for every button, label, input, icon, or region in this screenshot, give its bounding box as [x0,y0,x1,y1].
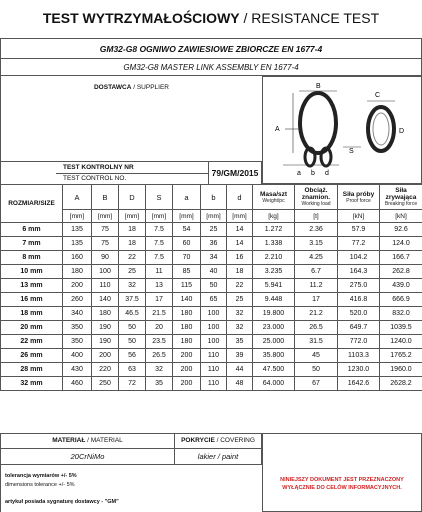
title-rest: / RESISTANCE TEST [239,10,380,26]
value-cell: 180 [173,307,201,321]
value-cell: 75 [92,237,119,251]
unit-cell: [kN] [338,210,380,223]
value-cell: 22 [227,279,253,293]
value-cell: 39 [227,349,253,363]
value-cell: 35 [227,335,253,349]
covering-box [175,433,262,465]
value-cell: 18 [119,237,146,251]
value-cell: 90 [92,251,119,265]
proof-header: Siła próby Proof force [338,185,380,210]
value-cell: 65 [201,293,227,307]
value-cell: 160 [63,251,92,265]
table-header-row [1,185,422,210]
value-cell: 350 [63,321,92,335]
value-cell: 34 [201,251,227,265]
dim-header-b: b [201,185,227,210]
dim-header-D: D [119,185,146,210]
value-cell: 40 [201,265,227,279]
table-body [1,223,422,391]
label-A: A [275,126,280,133]
side-view-link [368,107,394,151]
size-header: ROZMIAR/SIZE [1,185,63,223]
value-cell: 63 [119,363,146,377]
table-row [1,223,422,237]
master-link-diagram [263,77,421,183]
value-cell: 35.800 [253,349,295,363]
dim-header-S: S [146,185,173,210]
value-cell: 115 [173,279,201,293]
value-cell: 2.210 [253,251,295,265]
value-cell: 32 [227,307,253,321]
value-cell: 21.2 [295,307,338,321]
table-row [1,363,422,377]
value-cell: 25 [119,265,146,279]
size-cell: 8 mm [1,251,63,265]
value-cell: 32 [146,363,173,377]
tolerance-en: dimensions tolerance +/- 5% [5,482,75,488]
value-cell: 140 [173,293,201,307]
side-view-inner [373,113,389,145]
value-cell: 832.0 [380,307,422,321]
test-control-label-en: TEST CONTROL NO. [63,175,127,182]
value-cell: 350 [63,335,92,349]
dim-header-A: A [63,185,92,210]
value-cell: 140 [92,293,119,307]
value-cell: 2628.2 [380,377,422,391]
resistance-table [0,184,422,391]
table-row [1,321,422,335]
supplier-box [0,76,262,162]
value-cell: 110 [201,349,227,363]
material-box [0,433,175,465]
value-cell: 54 [173,223,201,237]
value-cell: 110 [92,279,119,293]
value-cell: 1765.2 [380,349,422,363]
value-cell: 25 [227,293,253,307]
unit-cell: [mm] [63,210,92,223]
value-cell: 45 [295,349,338,363]
value-cell: 180 [63,265,92,279]
unit-cell: [mm] [173,210,201,223]
value-cell: 1240.0 [380,335,422,349]
label-a: a [297,170,301,177]
value-cell: 22 [119,251,146,265]
value-cell: 430 [63,363,92,377]
value-cell: 200 [173,363,201,377]
warning-text [263,476,421,492]
value-cell: 75 [92,223,119,237]
value-cell: 60 [173,237,201,251]
product-header-pl: GM32-G8 OGNIWO ZAWIESIOWE ZBIORCZE EN 1677-4 [0,38,422,58]
value-cell: 36 [201,237,227,251]
covering-value: lakier / paint [197,452,239,461]
unit-cell: [mm] [92,210,119,223]
label-C: C [375,92,381,99]
size-cell: 22 mm [1,335,63,349]
marking-note: artykuł posiada sygnaturę dostawcy - "GM" [5,499,119,505]
unit-cell: [kN] [380,210,422,223]
value-cell: 50 [119,321,146,335]
value-cell: 340 [63,307,92,321]
value-cell: 26.5 [295,321,338,335]
supplier-label-pl: DOSTAWCA [93,84,132,91]
size-cell: 28 mm [1,363,63,377]
value-cell: 164.3 [338,265,380,279]
value-cell: 400 [63,349,92,363]
value-cell: 32 [119,279,146,293]
value-cell: 7.5 [146,237,173,251]
title-bold: TEST WYTRZYMAŁOŚCIOWY [42,10,240,26]
unit-cell: [kg] [253,210,295,223]
value-cell: 772.0 [338,335,380,349]
master-link-drawing [262,76,422,184]
value-cell: 135 [63,237,92,251]
value-cell: 220 [92,363,119,377]
value-cell: 70 [173,251,201,265]
value-cell: 7.5 [146,223,173,237]
value-cell: 110 [201,363,227,377]
value-cell: 72 [119,377,146,391]
value-cell: 275.0 [338,279,380,293]
notes-box [0,465,262,512]
unit-cell: [mm] [201,210,227,223]
supplier-label [1,84,262,91]
value-cell: 1230.0 [338,363,380,377]
tolerance-pl: tolerancja wymiarów +/- 5% [5,473,77,479]
size-cell: 16 mm [1,293,63,307]
value-cell: 16 [227,251,253,265]
value-cell: 50 [119,335,146,349]
value-cell: 46.5 [119,307,146,321]
table-row [1,307,422,321]
table-row [1,349,422,363]
material-label: MATERIAŁ / MATERIAL [52,437,123,444]
value-cell: 11.2 [295,279,338,293]
unit-cell: [mm] [146,210,173,223]
size-cell: 6 mm [1,223,63,237]
value-cell: 200 [173,349,201,363]
value-cell: 4.25 [295,251,338,265]
value-cell: 21.5 [146,307,173,321]
value-cell: 77.2 [338,237,380,251]
value-cell: 262.8 [380,265,422,279]
value-cell: 200 [173,377,201,391]
page-title [0,10,422,26]
table-row [1,335,422,349]
value-cell: 57.9 [338,223,380,237]
value-cell: 18 [119,223,146,237]
value-cell: 20 [146,321,173,335]
value-cell: 23.000 [253,321,295,335]
value-cell: 666.9 [380,293,422,307]
value-cell: 104.2 [338,251,380,265]
value-cell: 14 [227,237,253,251]
value-cell: 3.15 [295,237,338,251]
value-cell: 110 [201,377,227,391]
value-cell: 166.7 [380,251,422,265]
value-cell: 32 [227,321,253,335]
size-cell: 20 mm [1,321,63,335]
value-cell: 416.8 [338,293,380,307]
value-cell: 2.36 [295,223,338,237]
value-cell: 37.5 [119,293,146,307]
value-cell: 26.5 [146,349,173,363]
value-cell: 100 [201,335,227,349]
label-b: b [311,170,315,177]
value-cell: 250 [92,377,119,391]
value-cell: 5.941 [253,279,295,293]
master-link-highlight [306,99,330,147]
value-cell: 25 [201,223,227,237]
value-cell: 260 [63,293,92,307]
dim-header-a: a [173,185,201,210]
value-cell: 190 [92,335,119,349]
size-cell: 10 mm [1,265,63,279]
size-cell: 13 mm [1,279,63,293]
value-cell: 25.000 [253,335,295,349]
size-cell: 7 mm [1,237,63,251]
value-cell: 50 [295,363,338,377]
size-cell: 32 mm [1,377,63,391]
value-cell: 67 [295,377,338,391]
table-row [1,293,422,307]
value-cell: 35 [146,377,173,391]
value-cell: 520.0 [338,307,380,321]
value-cell: 17 [146,293,173,307]
value-cell: 48 [227,377,253,391]
table-row [1,251,422,265]
covering-label: POKRYCIE / COVERING [181,437,255,444]
test-control-box [0,162,208,184]
label-S: S [349,148,354,155]
value-cell: 11 [146,265,173,279]
value-cell: 124.0 [380,237,422,251]
value-cell: 190 [92,321,119,335]
value-cell: 14 [227,223,253,237]
master-link-outer-shape [300,93,336,153]
value-cell: 460 [63,377,92,391]
table-row [1,377,422,391]
value-cell: 1642.6 [338,377,380,391]
value-cell: 17 [295,293,338,307]
value-cell: 92.6 [380,223,422,237]
test-control-number: 79/GM/2015 [208,162,262,184]
size-cell: 26 mm [1,349,63,363]
supplier-label-en: / SUPPLIER [131,84,169,91]
value-cell: 100 [92,265,119,279]
warning-line-1: NINIEJSZY DOKUMENT JEST PRZEZNACZONY [280,477,404,483]
value-cell: 1.272 [253,223,295,237]
value-cell: 44 [227,363,253,377]
unit-cell: [mm] [227,210,253,223]
value-cell: 180 [92,307,119,321]
value-cell: 439.0 [380,279,422,293]
value-cell: 64.000 [253,377,295,391]
warning-box [262,433,422,512]
value-cell: 6.7 [295,265,338,279]
material-value: 20CrNiMo [70,452,105,461]
size-cell: 18 mm [1,307,63,321]
label-D: D [399,128,405,135]
dim-header-B: B [92,185,119,210]
value-cell: 649.7 [338,321,380,335]
unit-cell: [mm] [119,210,146,223]
table-row [1,279,422,293]
value-cell: 135 [63,223,92,237]
table-row [1,237,422,251]
value-cell: 1039.5 [380,321,422,335]
unit-cell: [t] [295,210,338,223]
warning-line-2: WYŁĄCZNIE DO CELÓW INFORMACYJNYCH. [282,485,402,491]
breaking-header: Siła zrywająca Breaking force [380,185,422,210]
value-cell: 200 [63,279,92,293]
mass-header: Masa/szt Weight/pc [253,185,295,210]
value-cell: 180 [173,335,201,349]
table-unit-row [1,210,422,223]
value-cell: 180 [173,321,201,335]
dim-header-d: d [227,185,253,210]
value-cell: 9.448 [253,293,295,307]
value-cell: 200 [92,349,119,363]
value-cell: 18 [227,265,253,279]
value-cell: 1103.3 [338,349,380,363]
value-cell: 1.338 [253,237,295,251]
wll-header: Obciąż. znamion. Working load [295,185,338,210]
test-control-label-pl: TEST KONTROLNY NR [63,164,134,171]
value-cell: 100 [201,307,227,321]
value-cell: 31.5 [295,335,338,349]
product-header-en: GM32-G8 MASTER LINK ASSEMBLY EN 1677-4 [0,58,422,76]
value-cell: 3.235 [253,265,295,279]
value-cell: 7.5 [146,251,173,265]
table-row [1,265,422,279]
value-cell: 100 [201,321,227,335]
value-cell: 47.500 [253,363,295,377]
label-d: d [325,170,329,177]
value-cell: 19.800 [253,307,295,321]
value-cell: 85 [173,265,201,279]
value-cell: 23.5 [146,335,173,349]
value-cell: 1960.0 [380,363,422,377]
value-cell: 50 [201,279,227,293]
label-B: B [316,83,321,90]
value-cell: 13 [146,279,173,293]
value-cell: 56 [119,349,146,363]
